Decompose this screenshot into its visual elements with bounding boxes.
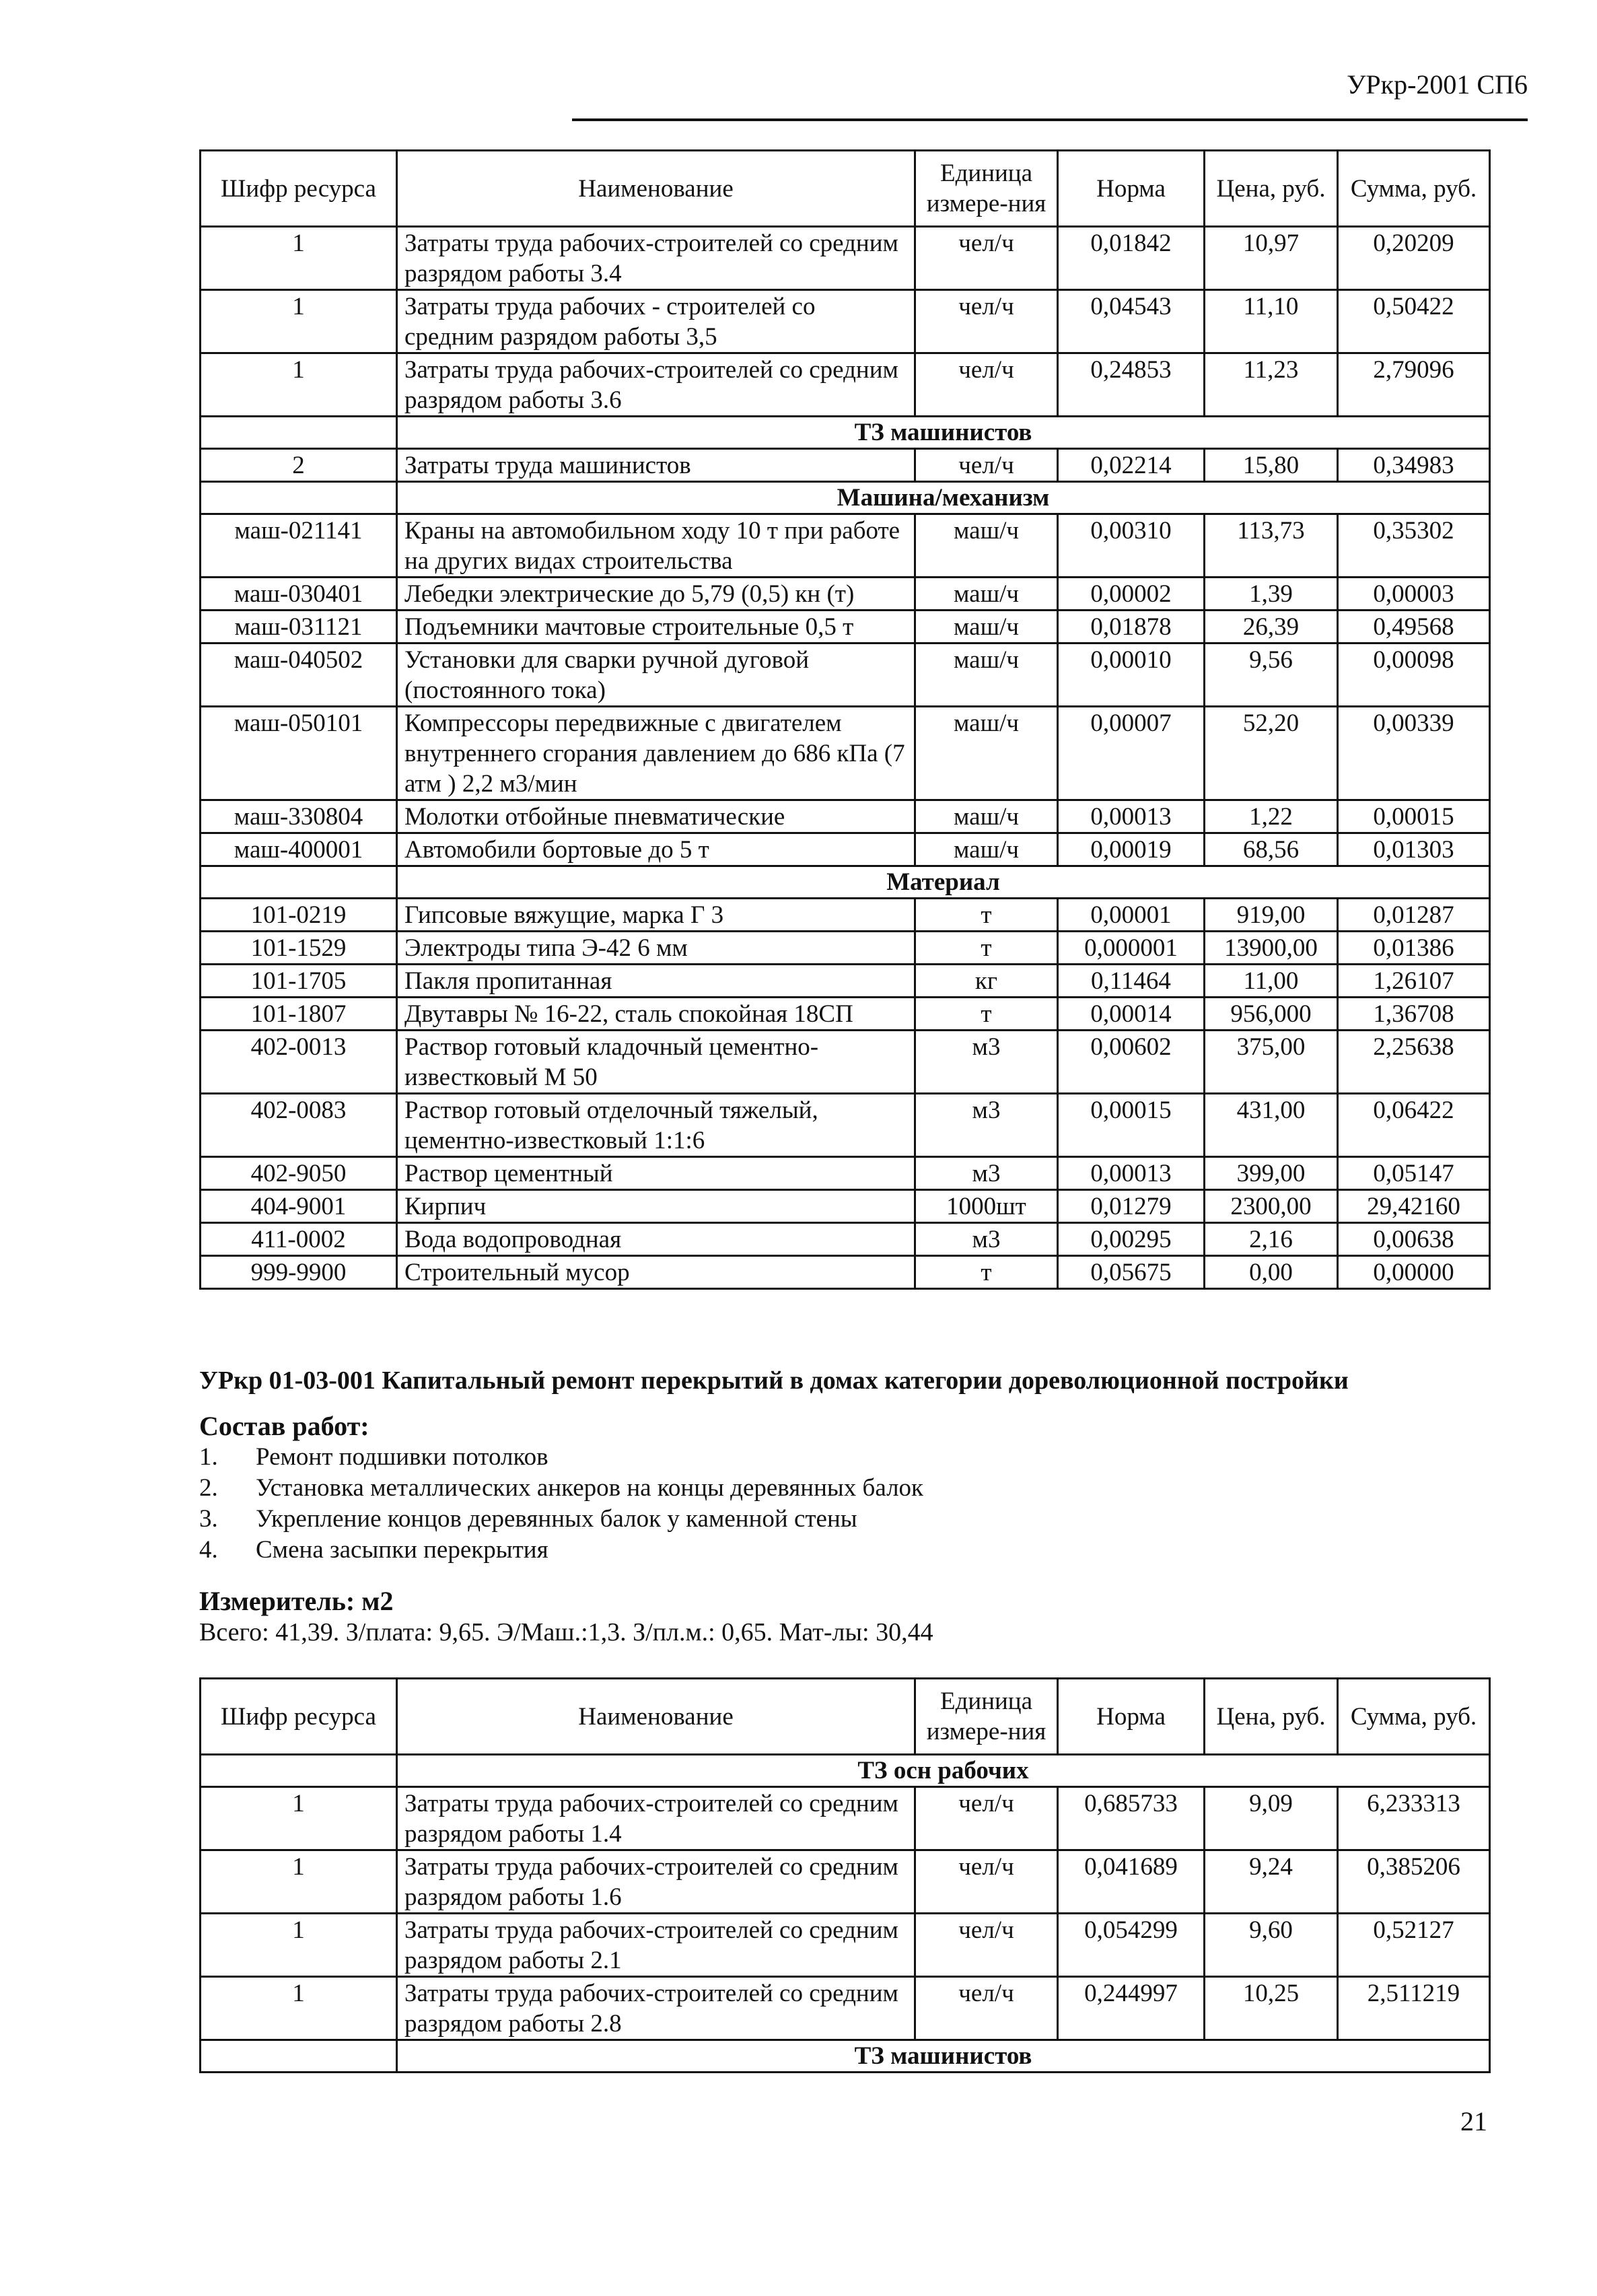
cell-unit: чел/ч — [915, 1914, 1058, 1977]
table-row — [201, 1223, 1490, 1256]
cell-price: 431,00 — [1205, 1094, 1338, 1157]
section-spacer-cell — [201, 1755, 397, 1787]
cell-price: 26,39 — [1205, 611, 1338, 643]
cell-unit: маш/ч — [915, 514, 1058, 578]
cell-norm: 0,01842 — [1058, 227, 1205, 290]
section-title: УРкр 01-03-001 Капитальный ремонт перекрытий в домах категории дореволюционной постройки — [199, 1366, 1349, 1395]
table-header-row — [201, 1679, 1490, 1755]
cell-unit: маш/ч — [915, 800, 1058, 833]
cell-norm: 0,00013 — [1058, 800, 1205, 833]
cell-code: 1 — [201, 1914, 397, 1977]
cell-code: 404-9001 — [201, 1190, 397, 1223]
cell-norm: 0,041689 — [1058, 1850, 1205, 1914]
cell-unit: чел/ч — [915, 449, 1058, 482]
cell-sum: 0,49568 — [1338, 611, 1490, 643]
cell-price: 9,60 — [1205, 1914, 1338, 1977]
list-item-number: 1. — [199, 1443, 218, 1471]
cell-name: Установки для сварки ручной дуговой (постоянного тока) — [397, 643, 915, 707]
cell-price: 11,10 — [1205, 290, 1338, 353]
cell-unit: кг — [915, 965, 1058, 998]
cell-price: 11,23 — [1205, 353, 1338, 417]
cell-name: Затраты труда рабочих - строителей со средним разрядом работы 3,5 — [397, 290, 915, 353]
section-heading: ТЗ осн рабочих — [397, 1755, 1490, 1787]
table-row — [201, 833, 1490, 866]
table-row — [201, 965, 1490, 998]
cell-norm: 0,02214 — [1058, 449, 1205, 482]
col-name: Наименование — [397, 151, 915, 227]
cell-unit: 1000шт — [915, 1190, 1058, 1223]
col-unit: Единица измере-ния — [915, 1679, 1058, 1755]
table-row — [201, 1977, 1490, 2040]
section-spacer-cell — [201, 417, 397, 449]
page-number: 21 — [1460, 2106, 1487, 2136]
cell-sum: 0,00015 — [1338, 800, 1490, 833]
cell-name: Затраты труда рабочих-строителей со средним разрядом работы 1.4 — [397, 1787, 915, 1850]
cell-price: 375,00 — [1205, 1031, 1338, 1094]
col-price: Цена, руб. — [1205, 1679, 1338, 1755]
col-code: Шифр ресурса — [201, 1679, 397, 1755]
col-norm: Норма — [1058, 1679, 1205, 1755]
cell-price: 15,80 — [1205, 449, 1338, 482]
cell-norm: 0,00010 — [1058, 643, 1205, 707]
cell-name: Электроды типа Э-42 6 мм — [397, 932, 915, 965]
cell-unit: м3 — [915, 1031, 1058, 1094]
cell-unit: м3 — [915, 1094, 1058, 1157]
cell-name: Подъемники мачтовые строительные 0,5 т — [397, 611, 915, 643]
table-row — [201, 1031, 1490, 1094]
table-row — [201, 290, 1490, 353]
cell-sum: 0,50422 — [1338, 290, 1490, 353]
cell-code: маш-021141 — [201, 514, 397, 578]
cell-norm: 0,000001 — [1058, 932, 1205, 965]
cell-code: 1 — [201, 353, 397, 417]
cell-code: 101-0219 — [201, 899, 397, 932]
cell-unit: маш/ч — [915, 643, 1058, 707]
cell-price: 10,25 — [1205, 1977, 1338, 2040]
table-row — [201, 1914, 1490, 1977]
cell-price: 1,39 — [1205, 578, 1338, 611]
totals-line: Всего: 41,39. З/плата: 9,65. Э/Маш.:1,3. З/пл.м.: 0,65. Мат-лы: 30,44 — [199, 1618, 933, 1646]
cell-code: маш-030401 — [201, 578, 397, 611]
cell-code: 101-1705 — [201, 965, 397, 998]
cell-name: Гипсовые вяжущие, марка Г 3 — [397, 899, 915, 932]
cell-unit: т — [915, 998, 1058, 1031]
cell-norm: 0,00002 — [1058, 578, 1205, 611]
cell-code: маш-400001 — [201, 833, 397, 866]
cell-code: 1 — [201, 290, 397, 353]
table-row — [201, 932, 1490, 965]
cell-code: 1 — [201, 1977, 397, 2040]
cell-unit: м3 — [915, 1157, 1058, 1190]
list-item-text: Ремонт подшивки потолков — [256, 1443, 548, 1471]
section-row — [201, 417, 1490, 449]
page-header-text: УРкр-2001 СП6 — [1347, 69, 1528, 100]
list-item — [199, 1442, 923, 1473]
cell-norm: 0,05675 — [1058, 1256, 1205, 1289]
cell-norm: 0,00310 — [1058, 514, 1205, 578]
cell-norm: 0,00015 — [1058, 1094, 1205, 1157]
table-row — [201, 707, 1490, 800]
cell-unit: м3 — [915, 1223, 1058, 1256]
meter-label: Измеритель: м2 — [199, 1586, 394, 1616]
section-row — [201, 2040, 1490, 2073]
cell-norm: 0,24853 — [1058, 353, 1205, 417]
cell-code: 1 — [201, 1850, 397, 1914]
section-row — [201, 866, 1490, 899]
table-row — [201, 227, 1490, 290]
cell-sum: 2,79096 — [1338, 353, 1490, 417]
cell-name: Лебедки электрические до 5,79 (0,5) кн (т) — [397, 578, 915, 611]
cell-sum: 0,01287 — [1338, 899, 1490, 932]
cell-unit: маш/ч — [915, 833, 1058, 866]
cell-sum: 1,26107 — [1338, 965, 1490, 998]
section-row — [201, 482, 1490, 514]
list-item-text: Установка металлических анкеров на концы деревянных балок — [256, 1474, 924, 1502]
cell-unit: т — [915, 899, 1058, 932]
cell-price: 113,73 — [1205, 514, 1338, 578]
col-norm: Норма — [1058, 151, 1205, 227]
cell-unit: чел/ч — [915, 227, 1058, 290]
cell-price: 13900,00 — [1205, 932, 1338, 965]
section-spacer-cell — [201, 482, 397, 514]
cell-sum: 29,42160 — [1338, 1190, 1490, 1223]
table-row — [201, 353, 1490, 417]
cell-unit: чел/ч — [915, 1787, 1058, 1850]
resource-table-1 — [199, 149, 1491, 1290]
cell-name: Затраты труда машинистов — [397, 449, 915, 482]
cell-price: 1,22 — [1205, 800, 1338, 833]
cell-code: 411-0002 — [201, 1223, 397, 1256]
cell-name: Автомобили бортовые до 5 т — [397, 833, 915, 866]
cell-unit: чел/ч — [915, 1850, 1058, 1914]
cell-price: 11,00 — [1205, 965, 1338, 998]
cell-unit: чел/ч — [915, 353, 1058, 417]
cell-code: 101-1529 — [201, 932, 397, 965]
col-name: Наименование — [397, 1679, 915, 1755]
col-code: Шифр ресурса — [201, 151, 397, 227]
cell-unit: т — [915, 932, 1058, 965]
cell-sum: 0,52127 — [1338, 1914, 1490, 1977]
cell-sum: 0,00098 — [1338, 643, 1490, 707]
table-row — [201, 998, 1490, 1031]
cell-norm: 0,01878 — [1058, 611, 1205, 643]
cell-name: Молотки отбойные пневматические — [397, 800, 915, 833]
cell-price: 399,00 — [1205, 1157, 1338, 1190]
cell-norm: 0,04543 — [1058, 290, 1205, 353]
cell-code: маш-031121 — [201, 611, 397, 643]
cell-unit: чел/ч — [915, 290, 1058, 353]
cell-sum: 0,05147 — [1338, 1157, 1490, 1190]
page-header — [572, 62, 1528, 121]
cell-sum: 0,06422 — [1338, 1094, 1490, 1157]
cell-name: Затраты труда рабочих-строителей со средним разрядом работы 1.6 — [397, 1850, 915, 1914]
table-row — [201, 899, 1490, 932]
cell-price: 956,000 — [1205, 998, 1338, 1031]
cell-code: 1 — [201, 1787, 397, 1850]
cell-sum: 0,00003 — [1338, 578, 1490, 611]
list-item-number: 2. — [199, 1474, 218, 1502]
table-row — [201, 578, 1490, 611]
cell-sum: 0,385206 — [1338, 1850, 1490, 1914]
works-list — [199, 1442, 923, 1566]
section-heading: ТЗ машинистов — [397, 2040, 1490, 2073]
cell-norm: 0,00013 — [1058, 1157, 1205, 1190]
section-heading: Машина/механизм — [397, 482, 1490, 514]
cell-name: Раствор готовый кладочный цементно-известковый М 50 — [397, 1031, 915, 1094]
cell-price: 9,09 — [1205, 1787, 1338, 1850]
table-row — [201, 1190, 1490, 1223]
cell-sum: 0,00638 — [1338, 1223, 1490, 1256]
cell-name: Затраты труда рабочих-строителей со средним разрядом работы 2.8 — [397, 1977, 915, 2040]
cell-sum: 0,20209 — [1338, 227, 1490, 290]
cell-norm: 0,054299 — [1058, 1914, 1205, 1977]
resource-table-2 — [199, 1677, 1491, 2073]
list-item-text: Смена засыпки перекрытия — [256, 1536, 548, 1564]
table-row — [201, 1157, 1490, 1190]
cell-price: 52,20 — [1205, 707, 1338, 800]
cell-code: 402-9050 — [201, 1157, 397, 1190]
cell-sum: 0,35302 — [1338, 514, 1490, 578]
col-unit: Единица измере-ния — [915, 151, 1058, 227]
cell-sum: 0,01386 — [1338, 932, 1490, 965]
cell-norm: 0,244997 — [1058, 1977, 1205, 2040]
list-item-number: 4. — [199, 1536, 218, 1564]
cell-name: Двутавры № 16-22, сталь спокойная 18СП — [397, 998, 915, 1031]
cell-code: маш-050101 — [201, 707, 397, 800]
section-spacer-cell — [201, 866, 397, 899]
cell-norm: 0,00019 — [1058, 833, 1205, 866]
cell-name: Раствор готовый отделочный тяжелый, цементно-известковый 1:1:6 — [397, 1094, 915, 1157]
cell-code: 402-0013 — [201, 1031, 397, 1094]
cell-price: 2,16 — [1205, 1223, 1338, 1256]
cell-norm: 0,01279 — [1058, 1190, 1205, 1223]
cell-name: Затраты труда рабочих-строителей со средним разрядом работы 2.1 — [397, 1914, 915, 1977]
cell-price: 9,56 — [1205, 643, 1338, 707]
cell-sum: 2,25638 — [1338, 1031, 1490, 1094]
list-item — [199, 1504, 923, 1535]
cell-sum: 0,00339 — [1338, 707, 1490, 800]
cell-sum: 0,34983 — [1338, 449, 1490, 482]
cell-price: 9,24 — [1205, 1850, 1338, 1914]
cell-name: Вода водопроводная — [397, 1223, 915, 1256]
cell-norm: 0,00014 — [1058, 998, 1205, 1031]
table-row — [201, 1256, 1490, 1289]
table-row — [201, 514, 1490, 578]
cell-norm: 0,11464 — [1058, 965, 1205, 998]
cell-unit: маш/ч — [915, 611, 1058, 643]
cell-norm: 0,685733 — [1058, 1787, 1205, 1850]
cell-name: Краны на автомобильном ходу 10 т при работе на других видах строительства — [397, 514, 915, 578]
list-item-number: 3. — [199, 1505, 218, 1533]
cell-sum: 0,01303 — [1338, 833, 1490, 866]
table-body — [201, 1755, 1490, 2073]
cell-price: 68,56 — [1205, 833, 1338, 866]
col-sum: Сумма, руб. — [1338, 1679, 1490, 1755]
list-item — [199, 1473, 923, 1504]
cell-unit: маш/ч — [915, 707, 1058, 800]
cell-sum: 2,511219 — [1338, 1977, 1490, 2040]
section-heading: ТЗ машинистов — [397, 417, 1490, 449]
cell-code: 2 — [201, 449, 397, 482]
list-item-text: Укрепление концов деревянных балок у каменной стены — [256, 1505, 857, 1533]
table-row — [201, 1850, 1490, 1914]
cell-norm: 0,00295 — [1058, 1223, 1205, 1256]
cell-code: 1 — [201, 227, 397, 290]
cell-unit: маш/ч — [915, 578, 1058, 611]
cell-name: Затраты труда рабочих-строителей со средним разрядом работы 3.4 — [397, 227, 915, 290]
cell-code: 402-0083 — [201, 1094, 397, 1157]
section-heading: Материал — [397, 866, 1490, 899]
cell-code: маш-040502 — [201, 643, 397, 707]
table-header-row — [201, 151, 1490, 227]
table-row — [201, 1787, 1490, 1850]
cell-code: маш-330804 — [201, 800, 397, 833]
composition-title: Состав работ: — [199, 1411, 369, 1441]
cell-name: Компрессоры передвижные с двигателем внутреннего сгорания давлением до 686 кПа (7 атм ) 2,2 м3/мин — [397, 707, 915, 800]
section-spacer-cell — [201, 2040, 397, 2073]
table-row — [201, 643, 1490, 707]
section-row — [201, 1755, 1490, 1787]
cell-price: 2300,00 — [1205, 1190, 1338, 1223]
cell-sum: 1,36708 — [1338, 998, 1490, 1031]
cell-name: Раствор цементный — [397, 1157, 915, 1190]
cell-sum: 0,00000 — [1338, 1256, 1490, 1289]
col-price: Цена, руб. — [1205, 151, 1338, 227]
col-sum: Сумма, руб. — [1338, 151, 1490, 227]
table-row — [201, 1094, 1490, 1157]
cell-norm: 0,00001 — [1058, 899, 1205, 932]
list-item — [199, 1535, 923, 1566]
table-body — [201, 227, 1490, 1289]
cell-code: 999-9900 — [201, 1256, 397, 1289]
cell-unit: чел/ч — [915, 1977, 1058, 2040]
cell-name: Кирпич — [397, 1190, 915, 1223]
table-row — [201, 800, 1490, 833]
table-row — [201, 611, 1490, 643]
cell-code: 101-1807 — [201, 998, 397, 1031]
cell-unit: т — [915, 1256, 1058, 1289]
cell-name: Строительный мусор — [397, 1256, 915, 1289]
cell-name: Затраты труда рабочих-строителей со средним разрядом работы 3.6 — [397, 353, 915, 417]
cell-price: 0,00 — [1205, 1256, 1338, 1289]
cell-price: 10,97 — [1205, 227, 1338, 290]
cell-sum: 6,233313 — [1338, 1787, 1490, 1850]
cell-norm: 0,00602 — [1058, 1031, 1205, 1094]
cell-name: Пакля пропитанная — [397, 965, 915, 998]
table-row — [201, 449, 1490, 482]
cell-norm: 0,00007 — [1058, 707, 1205, 800]
cell-price: 919,00 — [1205, 899, 1338, 932]
